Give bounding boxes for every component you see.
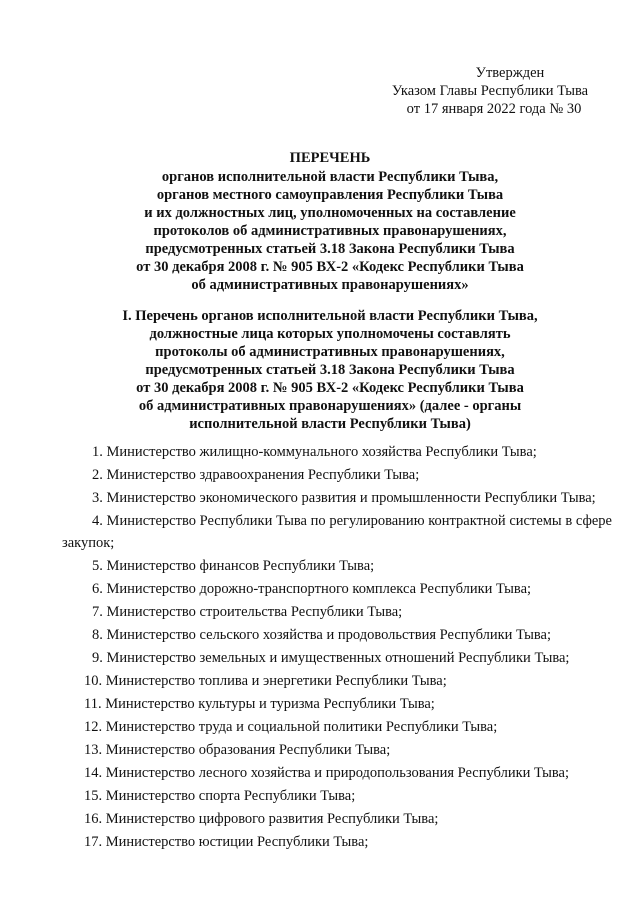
approval-line-decree: Указом Главы Республики Тыва — [391, 83, 589, 99]
section-line: должностные лица которых уполномочены составлять — [149, 326, 511, 342]
title-line: органов исполнительной власти Республики Тыва, — [161, 169, 499, 185]
title-line: органов местного самоуправления Республики Тыва — [156, 187, 504, 203]
list-item: 2. Министерство здравоохранения Республики Тыва; — [92, 467, 420, 483]
document-title — [60, 149, 600, 294]
list-item: 13. Министерство образования Республики Тыва; — [84, 742, 391, 758]
section-heading — [60, 307, 600, 433]
list-item: 10. Министерство топлива и энергетики Республики Тыва; — [84, 673, 447, 689]
list-item: 5. Министерство финансов Республики Тыва; — [92, 558, 375, 574]
list-item: 16. Министерство цифрового развития Республики Тыва; — [84, 811, 439, 827]
list-item: 6. Министерство дорожно-транспортного комплекса Республики Тыва; — [92, 581, 532, 597]
title-heading: ПЕРЕЧЕНЬ — [289, 150, 371, 166]
list-item: 11. Министерство культуры и туризма Республики Тыва; — [84, 696, 435, 712]
section-line: предусмотренных статьей 3.18 Закона Республики Тыва — [145, 362, 515, 378]
title-line: от 30 декабря 2008 г. № 905 ВХ-2 «Кодекс Республики Тыва — [136, 259, 524, 275]
section-line: протоколы об административных правонарушениях, — [155, 344, 505, 360]
section-line: об административных правонарушениях» (далее - органы — [138, 398, 522, 414]
list-item: 14. Министерство лесного хозяйства и природопользования Республики Тыва; — [84, 765, 569, 781]
list-item: 7. Министерство строительства Республики Тыва; — [92, 604, 403, 620]
list-item: 4. Министерство Республики Тыва по регулированию контрактной системы в сфере закупок; — [62, 513, 612, 551]
list-item: 3. Министерство экономического развития и промышленности Республики Тыва; — [92, 490, 596, 506]
list-item: 1. Министерство жилищно-коммунального хозяйства Республики Тыва; — [92, 444, 537, 460]
list-item: 12. Министерство труда и социальной политики Республики Тыва; — [84, 719, 498, 735]
section-line: от 30 декабря 2008 г. № 905 ВХ-2 «Кодекс Республики Тыва — [136, 380, 524, 396]
list-item: 15. Министерство спорта Республики Тыва; — [84, 788, 356, 804]
ministry-list — [62, 441, 612, 854]
section-line: исполнительной власти Республики Тыва) — [189, 416, 471, 432]
title-line: протоколов об административных правонарушениях, — [153, 223, 507, 239]
approval-stamp — [380, 64, 600, 118]
list-item: 8. Министерство сельского хозяйства и продовольствия Республики Тыва; — [92, 627, 552, 643]
approval-line-approved: Утвержден — [475, 65, 545, 81]
approval-line-date: от 17 января 2022 года № 30 — [406, 101, 582, 117]
title-line: и их должностных лиц, уполномоченных на составление — [144, 205, 516, 221]
list-item: 9. Министерство земельных и имущественных отношений Республики Тыва; — [92, 650, 570, 666]
title-line: об административных правонарушениях» — [191, 277, 469, 293]
section-line: I. Перечень органов исполнительной власти Республики Тыва, — [122, 308, 538, 324]
list-item: 17. Министерство юстиции Республики Тыва; — [84, 834, 369, 850]
title-line: предусмотренных статьей 3.18 Закона Республики Тыва — [145, 241, 515, 257]
